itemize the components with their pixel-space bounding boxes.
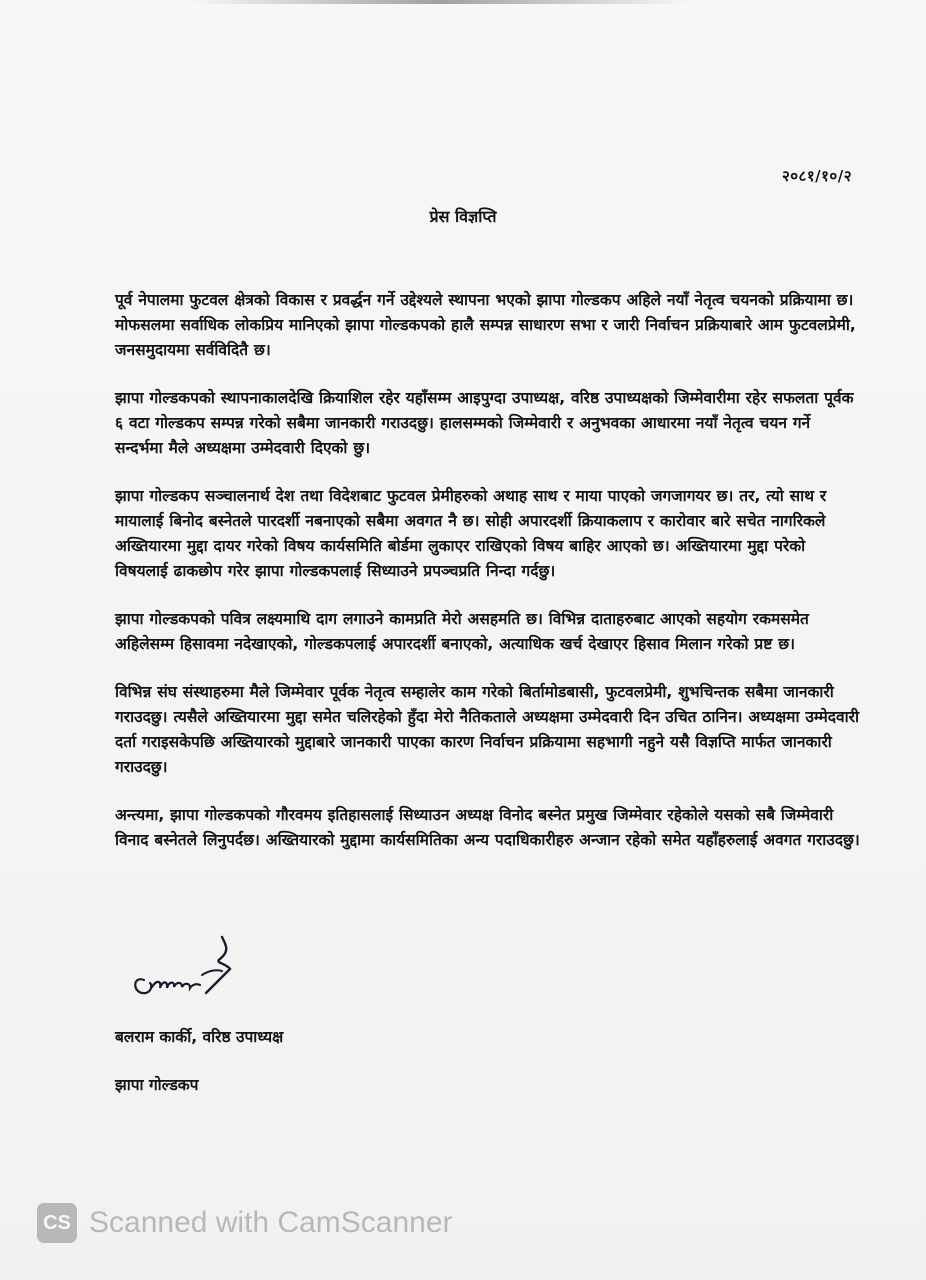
paragraph-1: पूर्व नेपालमा फुटवल क्षेत्रको विकास र प्रवर्द्धन गर्ने उद्देश्यले स्थापना भएको झापा गोल्डकप अहिले नयाँ नेतृत्व चयनको प्रक्रियामा छ। मोफसलमा सर्वाधिक लोकप्रिय मानिएको झापा गोल्डकपको हालै सम्पन्न साधारण सभा र जारी निर्वाचन प्रक्रियाबारे आम फुटवलप्रेमी, जनसमुदायमा सर्वविदितै छ। [115, 291, 856, 359]
signer-name: बलराम कार्की, वरिष्ठ उपाध्यक्ष [115, 1028, 284, 1046]
paragraph-4: झापा गोल्डकपको पवित्र लक्ष्यमाथि दाग लगाउने कामप्रति मेरो असहमति छ। विभिन्न दाताहरुबाट आएको सहयोग रकमसमेत अहिलेसम्म हिसावमा नदेखाएको, गोल्डकपलाई अपारदर्शी बनाएको, अत्याधिक खर्च देखाएर हिसाव मिलान गरेको प्रष्ट छ। [115, 610, 809, 653]
document-title: प्रेस विज्ञप्ति [429, 207, 497, 226]
paragraph-6: अन्त्यमा, झापा गोल्डकपको गौरवमय इतिहासलाई सिध्याउन अध्यक्ष विनोद बस्नेत प्रमुख जिम्मेवार रहेकोले यसको सबै जिम्मेवारी विनाद बस्नेतले लिनुपर्दछ। अख्तियारको मुद्दामा कार्यसमितिका अन्य पदाधिकारीहरु अन्जान रहेको समेत यहाँहरुलाई अवगत गराउदछु। [115, 806, 860, 849]
document-date: २०८१/१०/२ [781, 167, 852, 185]
paragraph-3: झापा गोल्डकप सञ्चालनार्थ देश तथा विदेशबाट फुटवल प्रेमीहरुको अथाह साथ र माया पाएको जगजागयर छ। तर, त्यो साथ र मायालाई बिनोद बस्नेतले पारदर्शी नबनाएको सबैमा अवगत नै छ। सोही अपारदर्शी क्रियाकलाप र कारोवार बारे सचेत नागरिकले अख्तियारमा मुद्दा दायर गरेको विषय कार्यसमिति बोर्डमा लुकाएर राखिएको विषय बाहिर आएको छ। अख्तियारमा मुद्दा परेको विषयलाई ढाकछोप गरेर झापा गोल्डकपलाई सिध्याउने प्रपञ्चप्रति निन्दा गर्दछु। [115, 487, 827, 580]
paragraph-5: विभिन्न संघ संस्थाहरुमा मैले जिम्मेवार पूर्वक नेतृत्व सम्हालेर काम गरेको बिर्तामोडबासी, फुटवलप्रेमी, शुभचिन्तक सबैमा जानकारी गराउदछु। त्यसैले अख्तियारमा मुद्दा समेत चलिरहेको हुँदा मेरो नैतिकताले अध्यक्षमा उम्मेदवारी दिन उचित ठानिन। अध्यक्षमा उम्मेदवारी दर्ता गराइसकेपछि अख्तियारको मुद्दाबारे जानकारी पाएका कारण निर्वाचन प्रक्रियामा सहभागी नहुने यसै विज्ञप्ति मार्फत जानकारी गराउदछु। [115, 683, 859, 776]
organization-name: झापा गोल्डकप [115, 1076, 199, 1094]
watermark-text: Scanned with CamScanner [89, 1206, 453, 1239]
camscanner-logo-icon: CS [37, 1203, 77, 1243]
paragraph-2: झापा गोल्डकपको स्थापनाकालदेखि क्रियाशिल रहेर यहाँसम्म आइपुग्दा उपाध्यक्ष, वरिष्ठ उपाध्यक्षको जिम्मेवारीमा रहेर सफलता पूर्वक ६ वटा गोल्डकप सम्पन्न गरेको सबैमा जानकारी गराउदछु। हालसम्मको जिम्मेवारी र अनुभवका आधारमा नयाँ नेतृत्व चयन गर्ने सन्दर्भमा मैले अध्यक्षमा उम्मेदवारी दिएको छु। [115, 389, 854, 457]
handwritten-signature [122, 925, 252, 1005]
scan-edge-shadow [190, 0, 690, 4]
camscanner-watermark [37, 1203, 453, 1243]
document-body [115, 288, 863, 876]
